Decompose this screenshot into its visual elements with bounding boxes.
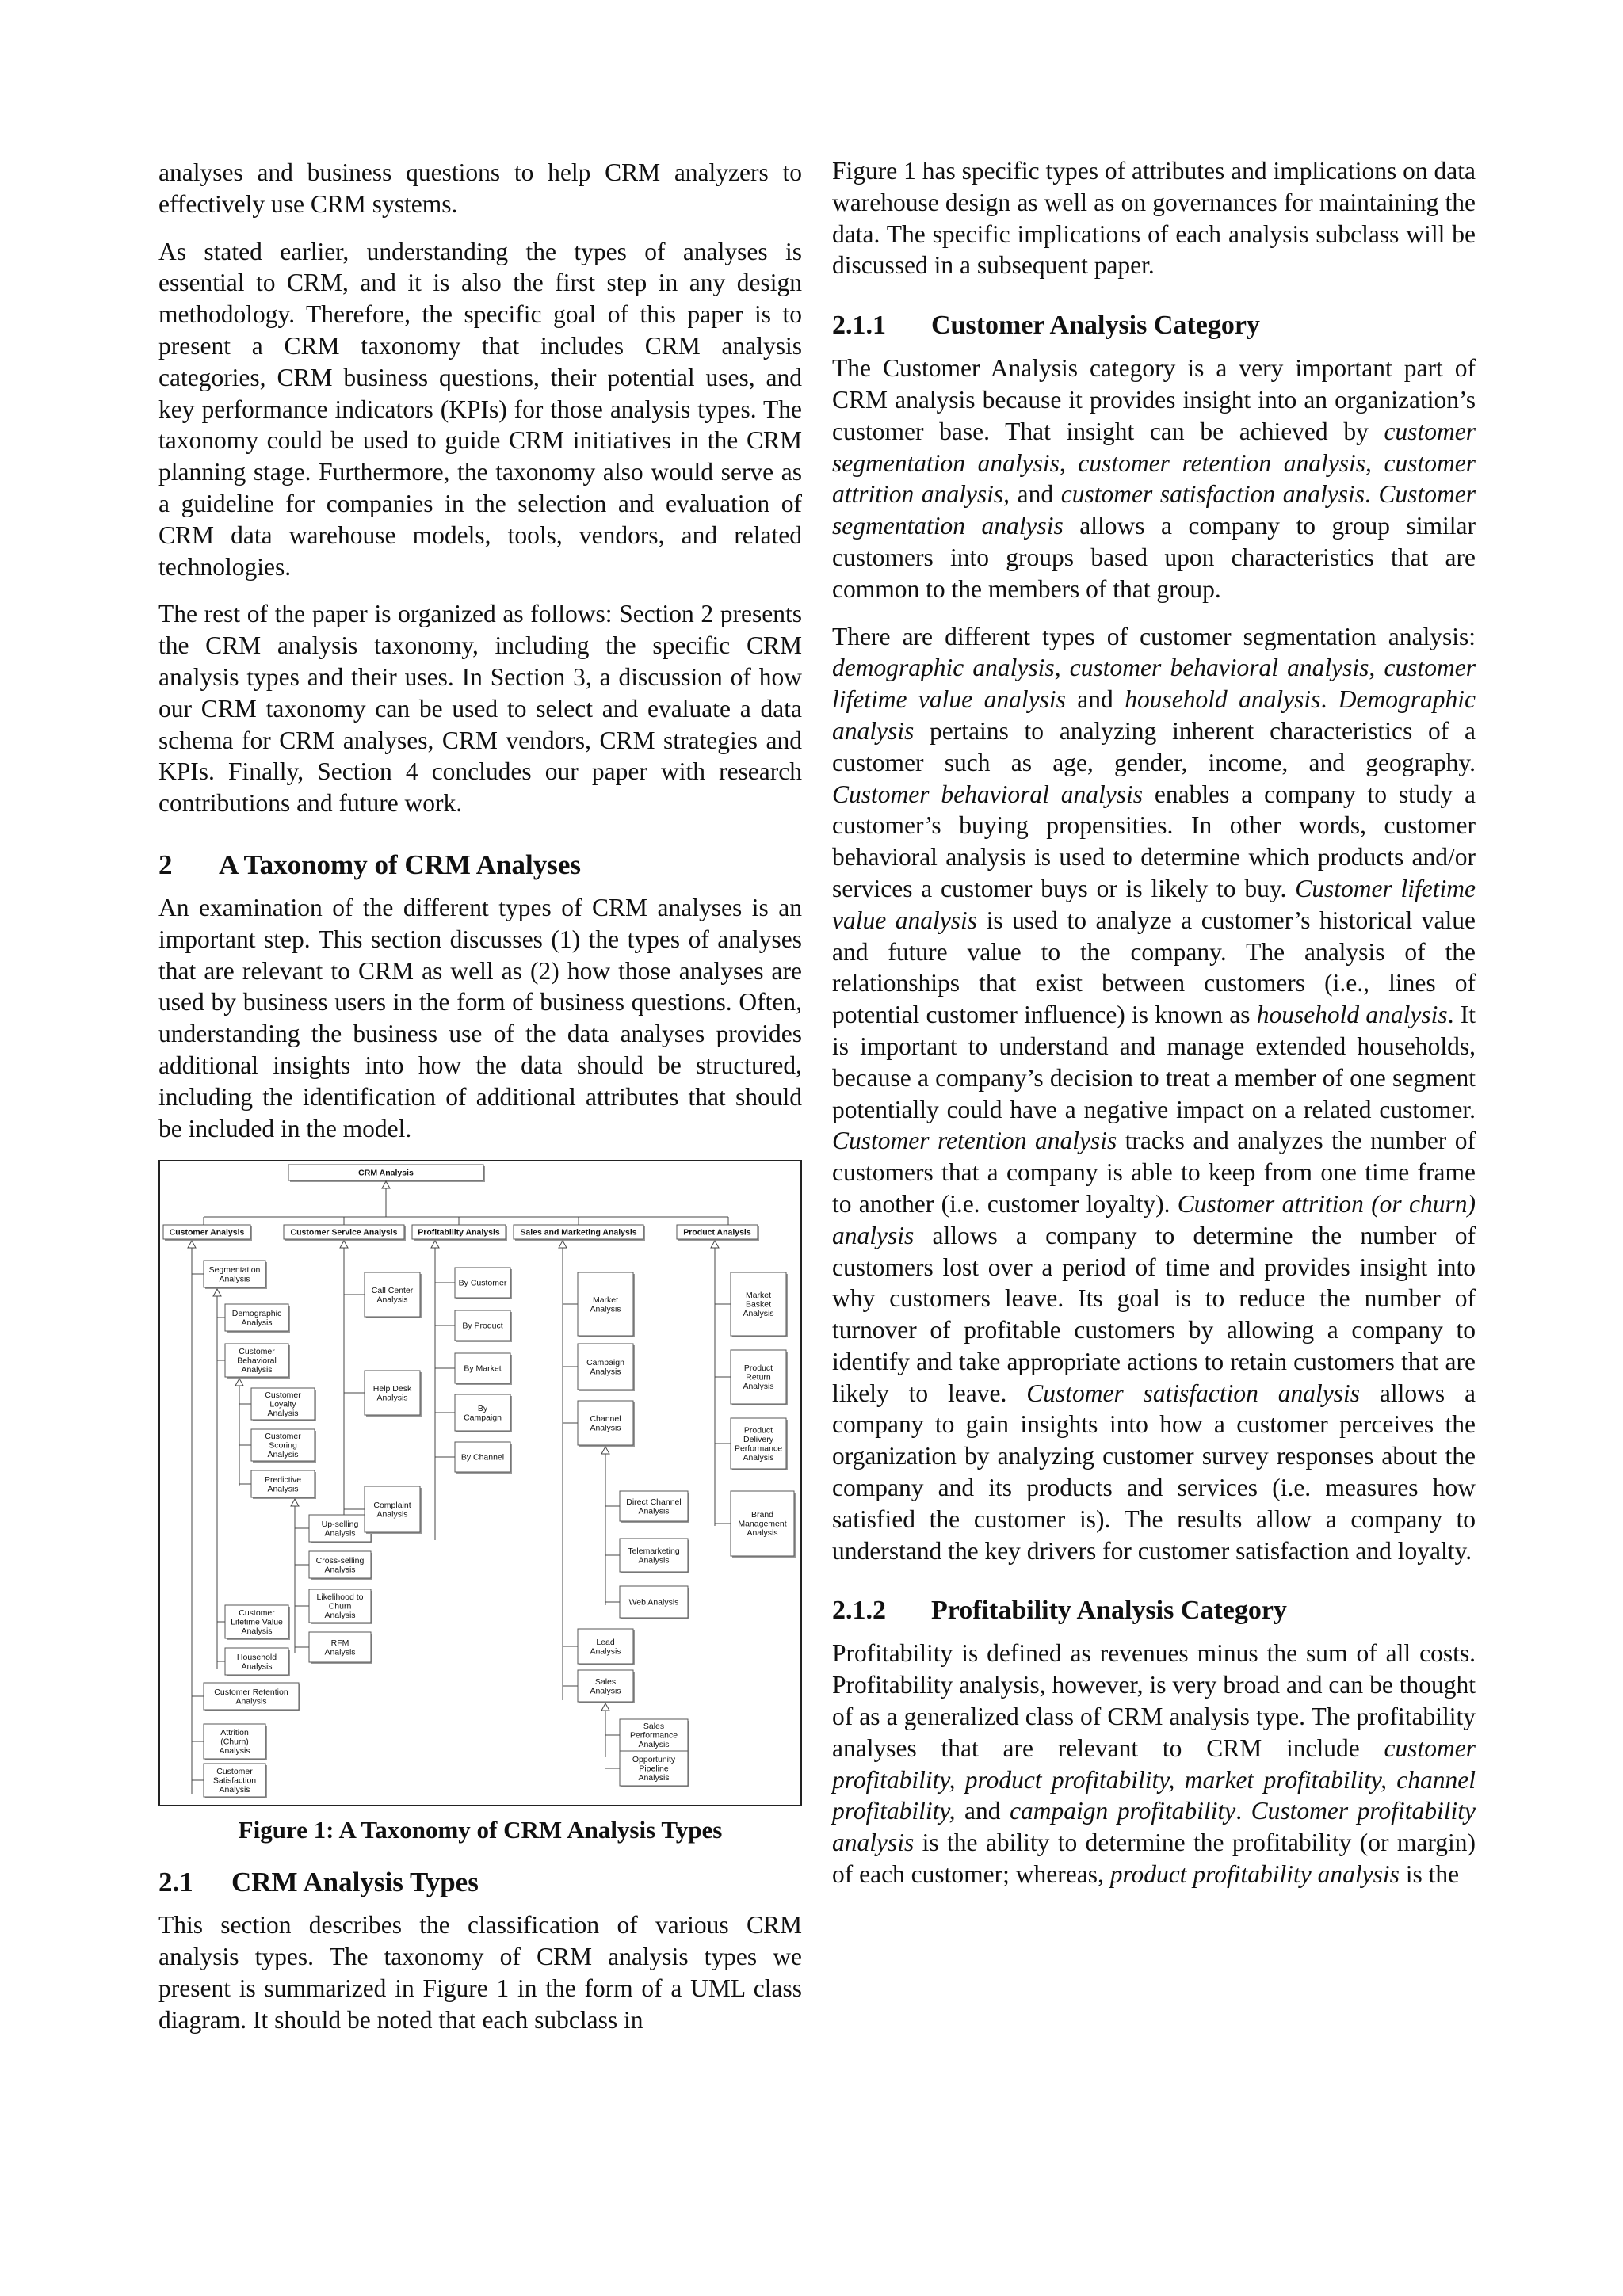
paragraph: As stated earlier, understanding the types of analyses is essential to CRM, and it is also the first step in any design methodology. Therefore, the specific goal of this paper is to present a CRM taxonomy that includes CRM analysis categories, CRM business questions, their potential uses, and key performance indicators (KPIs) for those analysis types. The taxonomy could be used to guide CRM initiatives in the CRM planning stage. Furthermore, the taxonomy also would serve as a guideline for companies in the selection and evaluation of CRM data warehouse models, tools, vendors, and related technologies. (158, 237, 802, 581)
class-label: Analysis (324, 1565, 356, 1575)
paragraph: An examination of the different types of CRM analyses is an important step. This section discusses (1) the types of analyses that are relevant to CRM as well as (2) how those analyses are used by business users in the form of business questions. Often, understanding the business use of the data analyses provides additional insights into how the data should be structured, including the identification of additional attributes that should be included in the model. (158, 893, 802, 1142)
section-title: CRM Analysis Types (231, 1867, 479, 1898)
class-label: Analysis (241, 1661, 273, 1672)
class-box (204, 1261, 267, 1289)
class-box (309, 1515, 372, 1543)
class-box (251, 1388, 316, 1421)
class-label: Product Analysis (683, 1227, 751, 1238)
right-column (832, 155, 1476, 1906)
class-label: Sales (594, 1677, 617, 1688)
category-box (163, 1225, 252, 1241)
class-box (731, 1350, 788, 1405)
class-label: Opportunity (632, 1755, 676, 1765)
class-label: Analysis (324, 1528, 356, 1539)
class-label: Help Desk (372, 1384, 412, 1394)
class-label: Customer (265, 1390, 301, 1401)
class-label: Customer (265, 1432, 301, 1442)
class-box (578, 1272, 635, 1337)
class-label: Analysis (747, 1528, 778, 1539)
class-label: Analysis (376, 1295, 408, 1305)
inheritance-arrow (291, 1499, 299, 1506)
class-label: Campaign (586, 1358, 624, 1368)
class-box (365, 1371, 422, 1417)
class-label: Complaint (373, 1501, 411, 1511)
figure-taxonomy-diagram (158, 1160, 802, 1806)
class-label: Analysis (743, 1453, 774, 1463)
class-label: Attrition (220, 1728, 249, 1738)
class-label: Market (592, 1295, 619, 1306)
section-heading (832, 1593, 1476, 1628)
class-label: Web Analysis (628, 1597, 679, 1608)
class-box (225, 1648, 290, 1676)
paragraph: The rest of the paper is organized as follows: Section 2 presents the CRM analysis taxonomy, including the specific CRM analysis types and their uses. In Section 3, a discussion of how our CRM taxonomy can be used to select and evaluate a data schema for CRM analyses, CRM vendors, CRM strategies and KPIs. Finally, Section 4 concludes our paper with research contributions and future work. (158, 600, 802, 818)
class-label: RFM (330, 1638, 349, 1649)
class-label: Analysis (219, 1274, 250, 1284)
class-box (620, 1719, 689, 1753)
class-label: Scoring (269, 1440, 297, 1451)
class-box (251, 1470, 316, 1499)
class-label: Management (738, 1519, 787, 1529)
inheritance-arrow (559, 1241, 567, 1248)
class-label: Cross-selling (315, 1556, 365, 1566)
class-box (578, 1629, 635, 1665)
class-label: Analysis (590, 1304, 621, 1314)
class-box (578, 1344, 635, 1391)
inheritance-arrow (213, 1289, 221, 1296)
class-label: Analysis (376, 1509, 408, 1520)
class-label: Direct Channel (626, 1497, 682, 1508)
class-label: Sales and Marketing Analysis (520, 1227, 637, 1238)
category-box (284, 1225, 406, 1241)
class-label: Analysis (324, 1647, 356, 1657)
paragraph: Figure 1 has specific types of attributes and implications on data warehouse design as well as on governances for maintaining the data. The specific implications of each analysis subclass will be discussed in a subsequent paper. (832, 157, 1476, 280)
class-box (578, 1401, 635, 1447)
class-label: Analysis (638, 1506, 670, 1516)
class-label: Analysis (590, 1646, 621, 1657)
class-label: Demographic (231, 1309, 282, 1319)
class-label: Analysis (219, 1785, 250, 1795)
section-heading (158, 1865, 802, 1900)
class-label: Likelihood to (316, 1592, 364, 1603)
class-box (731, 1491, 796, 1558)
class-label: Return (746, 1372, 771, 1383)
class-label: Analysis (241, 1318, 273, 1328)
class-label: CRM Analysis (358, 1168, 414, 1178)
class-box (620, 1586, 689, 1619)
class-label: Performance (629, 1730, 678, 1741)
paragraph: There are different types of customer segmentation analysis: demographic analysis, customer behavioral analysis, customer lifetime value analysis and household analysis. Demographic analysis pertains to analyzing inherent characteristics of a customer such as age, gender, income, and geography. Customer behavioral analysis enables a company to study a customer’s buying propensities. In other words, customer behavioral analysis is used to determine which products and/or services a customer buys or is likely to buy. Customer lifetime value analysis is used to analyze a customer’s historical value and future value to the company. The analysis of the relationships that exist between customers (i.e., lines of potential customer influence) is known as household analysis. It is important to understand and manage extended households, because a company’s decision to treat a member of one segment potentially could have a negative impact on a related customer. Customer retention analysis tracks and analyzes the number of customers that a company is able to keep from one time frame to another (i.e. customer loyalty). Customer attrition (or churn) analysis allows a company to determine the number of customers lost over a period of time and provides insight into why customers leave. Its goal is to reduce the number of turnover of profitable customers by allowing a company to identify and take appropriate actions to retain customers that are likely to leave. Customer satisfaction analysis allows a company to gain insights into how a customer perceives the organization by analyzing customer survey responses about the company and its products and services (i.e. measures how satisfied the customer is). The results allow a company to understand the key drivers for customer satisfaction and loyalty. (832, 622, 1476, 1565)
section-number: 2.1 (158, 1867, 193, 1898)
section-number: 2 (158, 849, 173, 880)
class-box (455, 1442, 512, 1474)
section-title: Customer Analysis Category (931, 311, 1260, 341)
class-label: Call Center (371, 1286, 414, 1296)
class-label: Analysis (638, 1740, 670, 1750)
class-label: Telemarketing (628, 1547, 680, 1557)
class-label: Up-selling (321, 1520, 359, 1530)
inheritance-arrow (601, 1703, 609, 1711)
class-box (309, 1632, 372, 1664)
class-label: Product (743, 1425, 773, 1436)
class-label: Analysis (324, 1611, 356, 1621)
section-heading (158, 848, 802, 883)
uml-class-diagram (160, 1161, 800, 1805)
class-label: Campaign (464, 1413, 502, 1423)
class-box (365, 1486, 422, 1534)
class-label: Product (743, 1363, 773, 1374)
class-box (365, 1272, 422, 1318)
class-label: Analysis (376, 1393, 408, 1403)
section-title: A Taxonomy of CRM Analyses (219, 849, 582, 880)
class-label: Satisfaction (212, 1775, 257, 1786)
class-label: Analysis (638, 1773, 670, 1783)
class-box (620, 1491, 689, 1523)
class-label: Analysis (590, 1423, 621, 1433)
class-label: Analysis (267, 1450, 299, 1460)
paragraph: Profitability is defined as revenues minus the sum of all costs. Profitability analysis, however, is very broad and can be thought of as a generalized class of CRM analysis type. The profitability analyses that are relevant to CRM include customer profitability, product profitability, market profitability, channel profitability, and campaign profitability. Customer profitability analysis is the ability to determine the profitability (or margin) of each customer; whereas, product profitability analysis is the (832, 1639, 1476, 1889)
class-label: Analysis (219, 1746, 250, 1756)
class-box (204, 1683, 300, 1711)
class-label: Analysis (241, 1627, 273, 1637)
class-box (620, 1539, 689, 1573)
class-box (309, 1551, 372, 1580)
class-label: Profitability Analysis (418, 1227, 500, 1238)
class-box (578, 1670, 635, 1703)
class-label: By (477, 1404, 488, 1414)
class-label: Brand (750, 1510, 774, 1520)
class-label: Segmentation (208, 1265, 261, 1276)
class-label: Lead (596, 1638, 615, 1648)
class-label: Lifetime Value (231, 1617, 283, 1627)
category-box (412, 1225, 507, 1241)
class-label: By Customer (458, 1278, 507, 1288)
class-label: Predictive (264, 1475, 302, 1486)
class-label: Analysis (590, 1686, 621, 1696)
class-label: Performance (734, 1444, 783, 1454)
class-box (455, 1394, 512, 1432)
inheritance-arrow (601, 1447, 609, 1454)
class-label: Churn (328, 1601, 352, 1611)
class-box (204, 1724, 267, 1760)
class-box (455, 1353, 512, 1385)
class-label: Analysis (267, 1409, 299, 1419)
paragraph: analyses and business questions to help CRM analyzers to effectively use CRM systems. (158, 158, 802, 218)
class-label: Analysis (241, 1365, 273, 1375)
inheritance-arrow (382, 1181, 390, 1188)
figure-caption: Figure 1: A Taxonomy of CRM Analysis Types (238, 1816, 723, 1844)
class-box (731, 1272, 788, 1337)
class-label: Customer (216, 1767, 253, 1777)
class-label: Loyalty (269, 1399, 296, 1409)
class-label: Behavioral (237, 1356, 277, 1366)
class-label: By Channel (460, 1452, 505, 1463)
inheritance-arrow (235, 1379, 243, 1386)
class-label: Pipeline (639, 1764, 669, 1774)
left-column (158, 157, 802, 2051)
paragraph: The Customer Analysis category is a very important part of CRM analysis because it provides insight into an organization’s customer base. That insight can be achieved by customer segmentation analysis, customer retention analysis, customer attrition analysis, and customer satisfaction analysis. Customer segmentation analysis allows a company to group similar customers into groups based upon characteristics that are common to the members of that group. (832, 354, 1476, 603)
class-label: Household (236, 1653, 277, 1663)
root-class-box (288, 1165, 485, 1182)
inheritance-arrow (711, 1241, 719, 1248)
inheritance-arrow (340, 1241, 348, 1248)
class-label: Customer Retention (214, 1688, 288, 1698)
class-label: Analysis (743, 1309, 774, 1319)
inheritance-arrow (188, 1241, 196, 1248)
section-number: 2.1.2 (832, 1596, 886, 1626)
class-label: Channel (590, 1414, 621, 1425)
class-label: By Product (462, 1321, 503, 1331)
class-label: Analysis (235, 1696, 267, 1707)
class-label: Sales (643, 1722, 665, 1732)
section-title: Profitability Analysis Category (931, 1596, 1287, 1626)
class-label: Analysis (267, 1484, 299, 1494)
class-box (731, 1418, 788, 1470)
class-label: Customer Service Analysis (290, 1227, 398, 1238)
class-label: Customer (239, 1608, 275, 1619)
class-box (225, 1344, 290, 1379)
class-box (225, 1605, 290, 1640)
class-label: Customer Analysis (169, 1227, 245, 1238)
section-number: 2.1.1 (832, 311, 886, 341)
class-box (251, 1429, 316, 1463)
class-label: Market (745, 1291, 772, 1301)
section-heading (832, 308, 1476, 343)
class-label: Analysis (638, 1555, 670, 1566)
class-box (225, 1304, 290, 1333)
class-box (309, 1589, 372, 1624)
category-box (514, 1225, 645, 1241)
class-label: Basket (745, 1299, 772, 1310)
class-label: Analysis (743, 1382, 774, 1392)
class-label: Analysis (590, 1367, 621, 1377)
class-label: (Churn) (220, 1737, 249, 1747)
class-label: Customer (239, 1347, 275, 1357)
category-box (677, 1225, 759, 1241)
class-box (455, 1310, 512, 1342)
class-label: By Market (464, 1363, 502, 1374)
class-box (204, 1764, 267, 1798)
paragraph: This section describes the classification of various CRM analysis types. The taxonomy of CRM analysis types we present is summarized in Figure 1 in the form of a UML class diagram. It should be noted that each subclass in (158, 1911, 802, 2034)
class-box (620, 1751, 689, 1787)
class-box (455, 1268, 512, 1299)
class-label: Delivery (743, 1435, 773, 1445)
inheritance-arrow (431, 1241, 439, 1248)
